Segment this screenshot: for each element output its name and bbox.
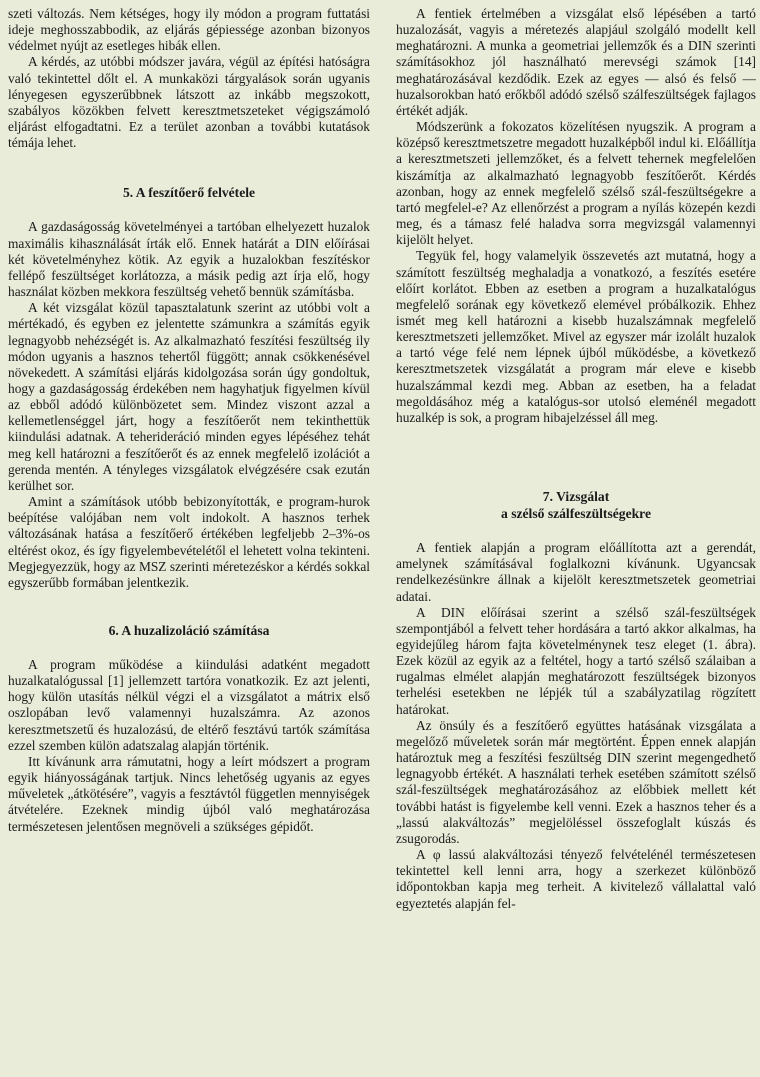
paragraph: Tegyük fel, hogy valamelyik összevetés azt mutatná, hogy a számított feszültség meghaladja a vonatkozó, a feszítés esetére előírt korlátot. Ebben az esetben a program a huzalkatalógus megfelelő sorának egy következő elemével próbálkozik. Ehhez ismét meg kell határozni a kisebb huzalszámnak megfelelő keresztmetszeti jellemzőket. Mivel az egyszer már izolált huzalok a tartó vége felé nem lépnek újból működésbe, a következő keresztmetszetek vizsgálatát a program már eleve e kisebb huzalszámmal kezdi meg. Abban az esetben, ha a feladat megoldásához még a katalógus-sor utolsó eleménél megadott huzalkép is sok, a program hibajelzéssel áll meg. <box>396 248 756 425</box>
spacer <box>8 591 370 622</box>
paragraph: Az önsúly és a feszítőerő együttes hatásának vizsgálata a megelőző műveletek során már megtörtént. Éppen ennek alapján határoztuk meg a feszítési feszültség DIN szerint megengedhető legnagyobb értékét. A használati terhek esetében számított szélső szál-feszültségek meghatározásához az előbbiek mellett két további hatást is figyelembe kell venni. Ezek a hasznos teher és a „lassú alakváltozás” megjelöléssel összefoglalt kúszás és zsugorodás. <box>396 717 756 846</box>
section-heading-5: 5. A feszítőerő felvétele <box>122 185 256 201</box>
paragraph: Amint a számítások utóbb bebizonyították, e program-hurok beépítése valójában nem volt indokolt. A hasznos terhek változásának hatása a feszítőerő értékében legfeljebb 2–3%-os eltérést okoz, és így figyelembevételétől el lehetett volna tekinteni. Megjegyezzük, hogy az MSZ szerinti méretezéskor a kérdés sokkal egyszerűbb formában jelentkezik. <box>8 494 370 590</box>
spacer <box>396 426 756 488</box>
spacer <box>8 201 370 219</box>
spacer <box>8 639 370 657</box>
paragraph: A gazdaságosság követelményei a tartóban elhelyezett huzalok maximális kihasználását írták elő. Ennek határát a DIN előírásai két követelményhez kötik. Az egyik a huzalokban feszítéskor fellépő feszültséget korlátozza, a másik pedig azt írja elő, hogy használat közben mekkora feszültség vehető bennük számításba. <box>8 219 370 300</box>
section-heading-7-line2: a szélső szálfeszültségekre <box>501 506 651 522</box>
paragraph: szeti változás. Nem kétséges, hogy ily módon a program futtatási ideje meghosszabbodik, az eljárás gépiessége azonban bizonyos védelmet nyújt az esetleges hibák ellen. <box>8 6 370 54</box>
paragraph: Módszerünk a fokozatos közelítésen nyugszik. A program a középső keresztmetszetre megadott huzalképből indul ki. Előállítja a keresztmetszeti jellemzőket, és a felvett tehernek megfelelően kiszámítja az alkalmazható legnagyobb feszítőerőt. Kérdés azonban, hogy az ennek megfelelő szélső szál-feszültségekre a tartó megfelel-e? Az ellenőrzést a program a nyílás közepén kezdi meg, és a támasz felé haladva sorra megvizsgál valamennyi kijelölt helyet. <box>396 119 756 248</box>
paragraph: A fentiek értelmében a vizsgálat első lépésében a tartó huzalozását, vagyis a méretezés alapjául szolgáló modellt kell meghatározni. A munka a geometriai jellemzők és a DIN szerinti számításokhoz jól használható merevségi számok [14] meghatározásával kezdődik. Ezek az egyes — alsó és felső — huzalsorokban ható erőkből adódó szélső szálfeszültségek fajlagos értékét adják. <box>396 6 756 118</box>
spacer <box>8 151 370 184</box>
paragraph: Itt kívánunk arra rámutatni, hogy a leírt módszert a program egyik hiányosságának tartjuk. Nincs lehetőség ugyanis az egyes műveletek „átkötésére”, vagyis a fesztávtól független mennyiségek átvételére. Ezeknek mindig újból való meghatározása természetesen jelentősen megnöveli a szükséges gépidőt. <box>8 753 370 834</box>
section-heading-7-line1: 7. Vizsgálat <box>542 489 610 505</box>
paragraph: A φ lassú alakváltozási tényező felvételénél természetesen tekintettel kell lenni arra, hogy a szerkezet különböző időpontokban kapja meg terheit. A kivitelező vállalattal való egyeztetés alapján fel- <box>396 847 756 911</box>
paragraph: A program működése a kiindulási adatként megadott huzalkatalógussal [1] jellemzett tartóra vonatkozik. Ez azt jelenti, hogy külön utasítás nélkül végzi el a vizsgálatot a mátrix első oszlopában levő valamennyi huzalszámra. Az azonos keresztmetszetű és huzalozású, de eltérő fesztávú tartók számítása ezzel szemben külön adatszalag alapján történik. <box>8 657 370 753</box>
paragraph: A DIN előírásai szerint a szélső szál-feszültségek szempontjából a felvett teher hordására a tartó akkor alkalmas, ha egyidejűleg három fajta követelménynek tesz eleget (1. ábra). Ezek közül az egyik az a feltétel, hogy a tartó szélső szálaiban a rugalmas elmélet alapján meghatározott feszültségek bizonyos terhelési esetekben ne lépjék túl a szabályzatilag rögzített határokat. <box>396 604 756 717</box>
spacer <box>396 522 756 540</box>
section-heading-6: 6. A huzalizoláció számítása <box>108 623 270 638</box>
right-column <box>396 6 756 912</box>
left-column <box>8 6 370 835</box>
paragraph: A kérdés, az utóbbi módszer javára, végül az építési hatóságra való tekintettel dőlt el. A munkaközi tárgyalások során ugyanis lényegesen egyszerűbbnek látszott az inkább megszokott, szabályos közökben felvett keresztmetszeteket végigszámoló eljárást elfogadtatni. Ez a terület azonban a további kutatások témája lehet. <box>8 54 370 151</box>
paragraph: A fentiek alapján a program előállította azt a gerendát, amelynek számításával foglalkozni kívánunk. Ugyancsak rendelkezésünkre állnak a kijelölt keresztmetszetek geometriai adatai. <box>396 540 756 604</box>
paragraph: A két vizsgálat közül tapasztalatunk szerint az utóbbi volt a mértékadó, és egyben ez jelentette számunkra a számítás egyik legnagyobb nehézségét is. Az alkalmazható feszítési feszültség ily módon ugyanis a hasznos tehertől függött; annak csökkenésével növekedett. A számítási eljárás kidolgozása során úgy gondoltuk, hogy a gazdaságosság érdekében nem hagyhatjuk figyelmen kívül az ebből adódó különbözetet sem. Mindez viszont azzal a kellemetlenséggel járt, hogy a feszítőerőt nem tekinthettük kiindulási adatnak. A teherideráció minden egyes lépéséhez tehát meg kell határozni a feszítőerőt és az ennek megfelelő izolációt a gerenda mentén. A tényleges vizsgálatok elvégzésére csak ezután kerülhet sor. <box>8 300 370 493</box>
